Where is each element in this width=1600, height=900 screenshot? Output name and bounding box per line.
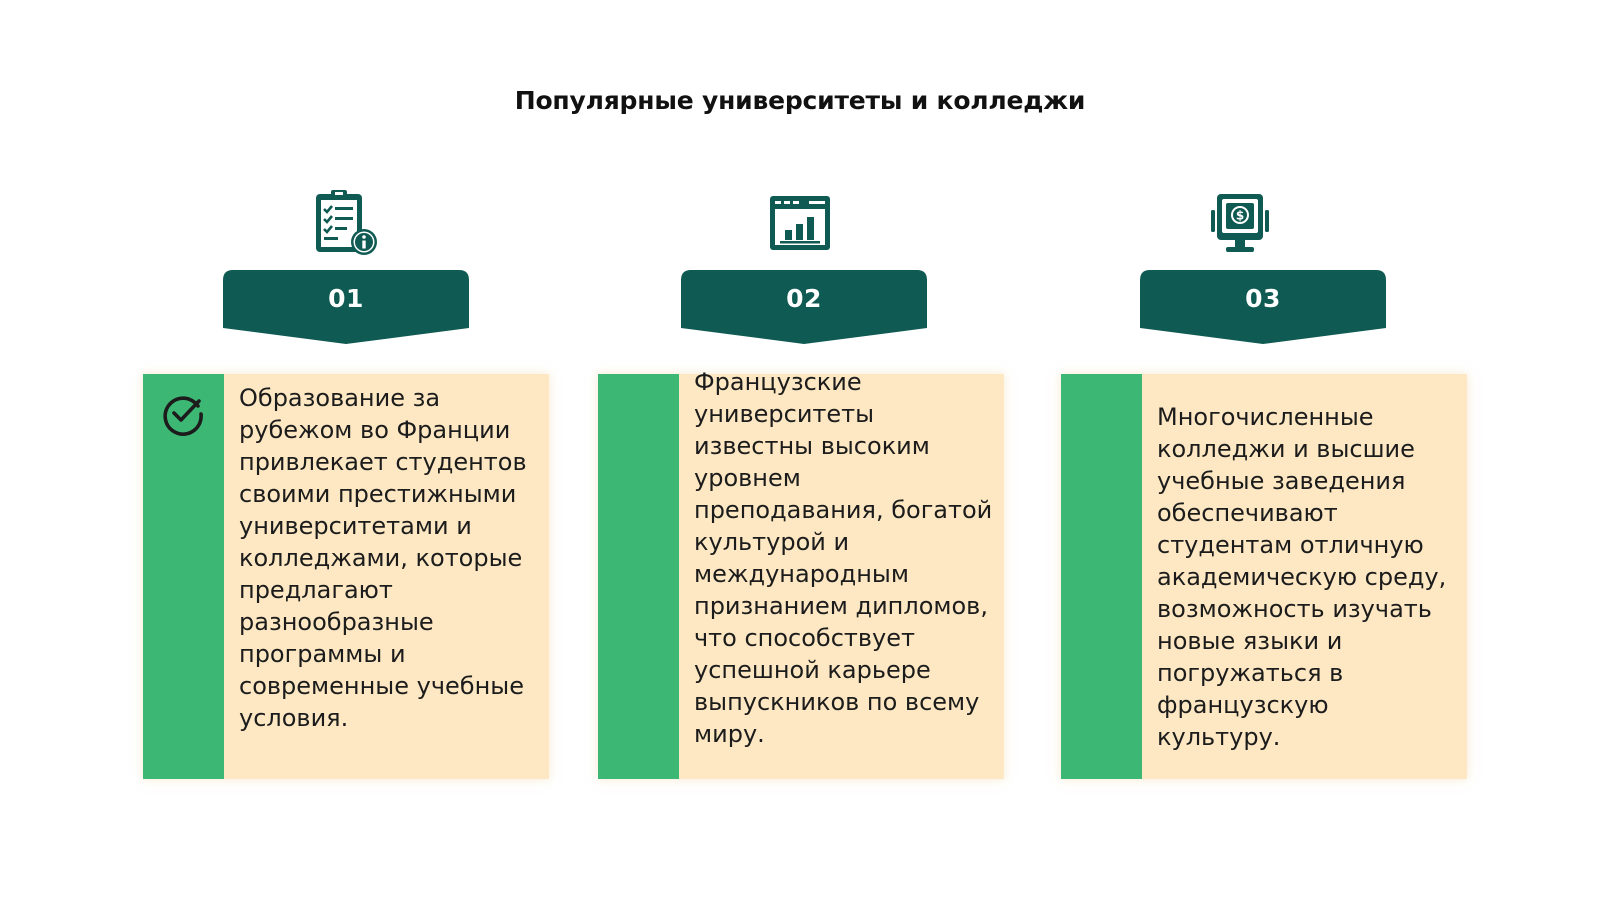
card-stripe (598, 374, 679, 779)
info-card-2 (598, 368, 1004, 779)
dollar-device-icon (1205, 188, 1275, 258)
feature-column-3 (1061, 0, 1471, 900)
analytics-dashboard-icon (765, 188, 835, 258)
number-label: 02 (786, 284, 822, 313)
clipboard-checklist-icon (310, 188, 380, 258)
info-card-3 (1061, 374, 1467, 779)
card-stripe (143, 374, 224, 779)
feature-column-1 (143, 0, 553, 900)
feature-column-2 (598, 0, 1008, 900)
page-title: Популярные университеты и колледжи (514, 86, 1086, 115)
number-badge-03 (1140, 270, 1386, 346)
card-text: Французские университеты известны высоким уровнем преподавания, богатой культурой и международным признанием дипломов, что способствует успешной карьере выпускников по всему миру. (694, 368, 993, 748)
card-stripe (1061, 374, 1142, 779)
info-card-1 (143, 374, 549, 779)
svg-text:$: $ (1235, 208, 1245, 223)
card-text: Образование за рубежом во Франции привлекает студентов своими престижными университетами и колледжами, которые предлагают разнообразные программы и современные учебные условия. (239, 384, 527, 732)
number-label: 01 (328, 284, 364, 313)
number-label: 03 (1245, 284, 1281, 313)
number-badge-01 (223, 270, 469, 346)
card-text: Многочисленные колледжи и высшие учебные заведения обеспечивают студентам отличную академическую среду, возможность изучать новые языки и погружаться в французскую культуру. (1157, 403, 1447, 751)
checkmark-circle-icon (161, 392, 205, 436)
number-badge-02 (681, 270, 927, 346)
